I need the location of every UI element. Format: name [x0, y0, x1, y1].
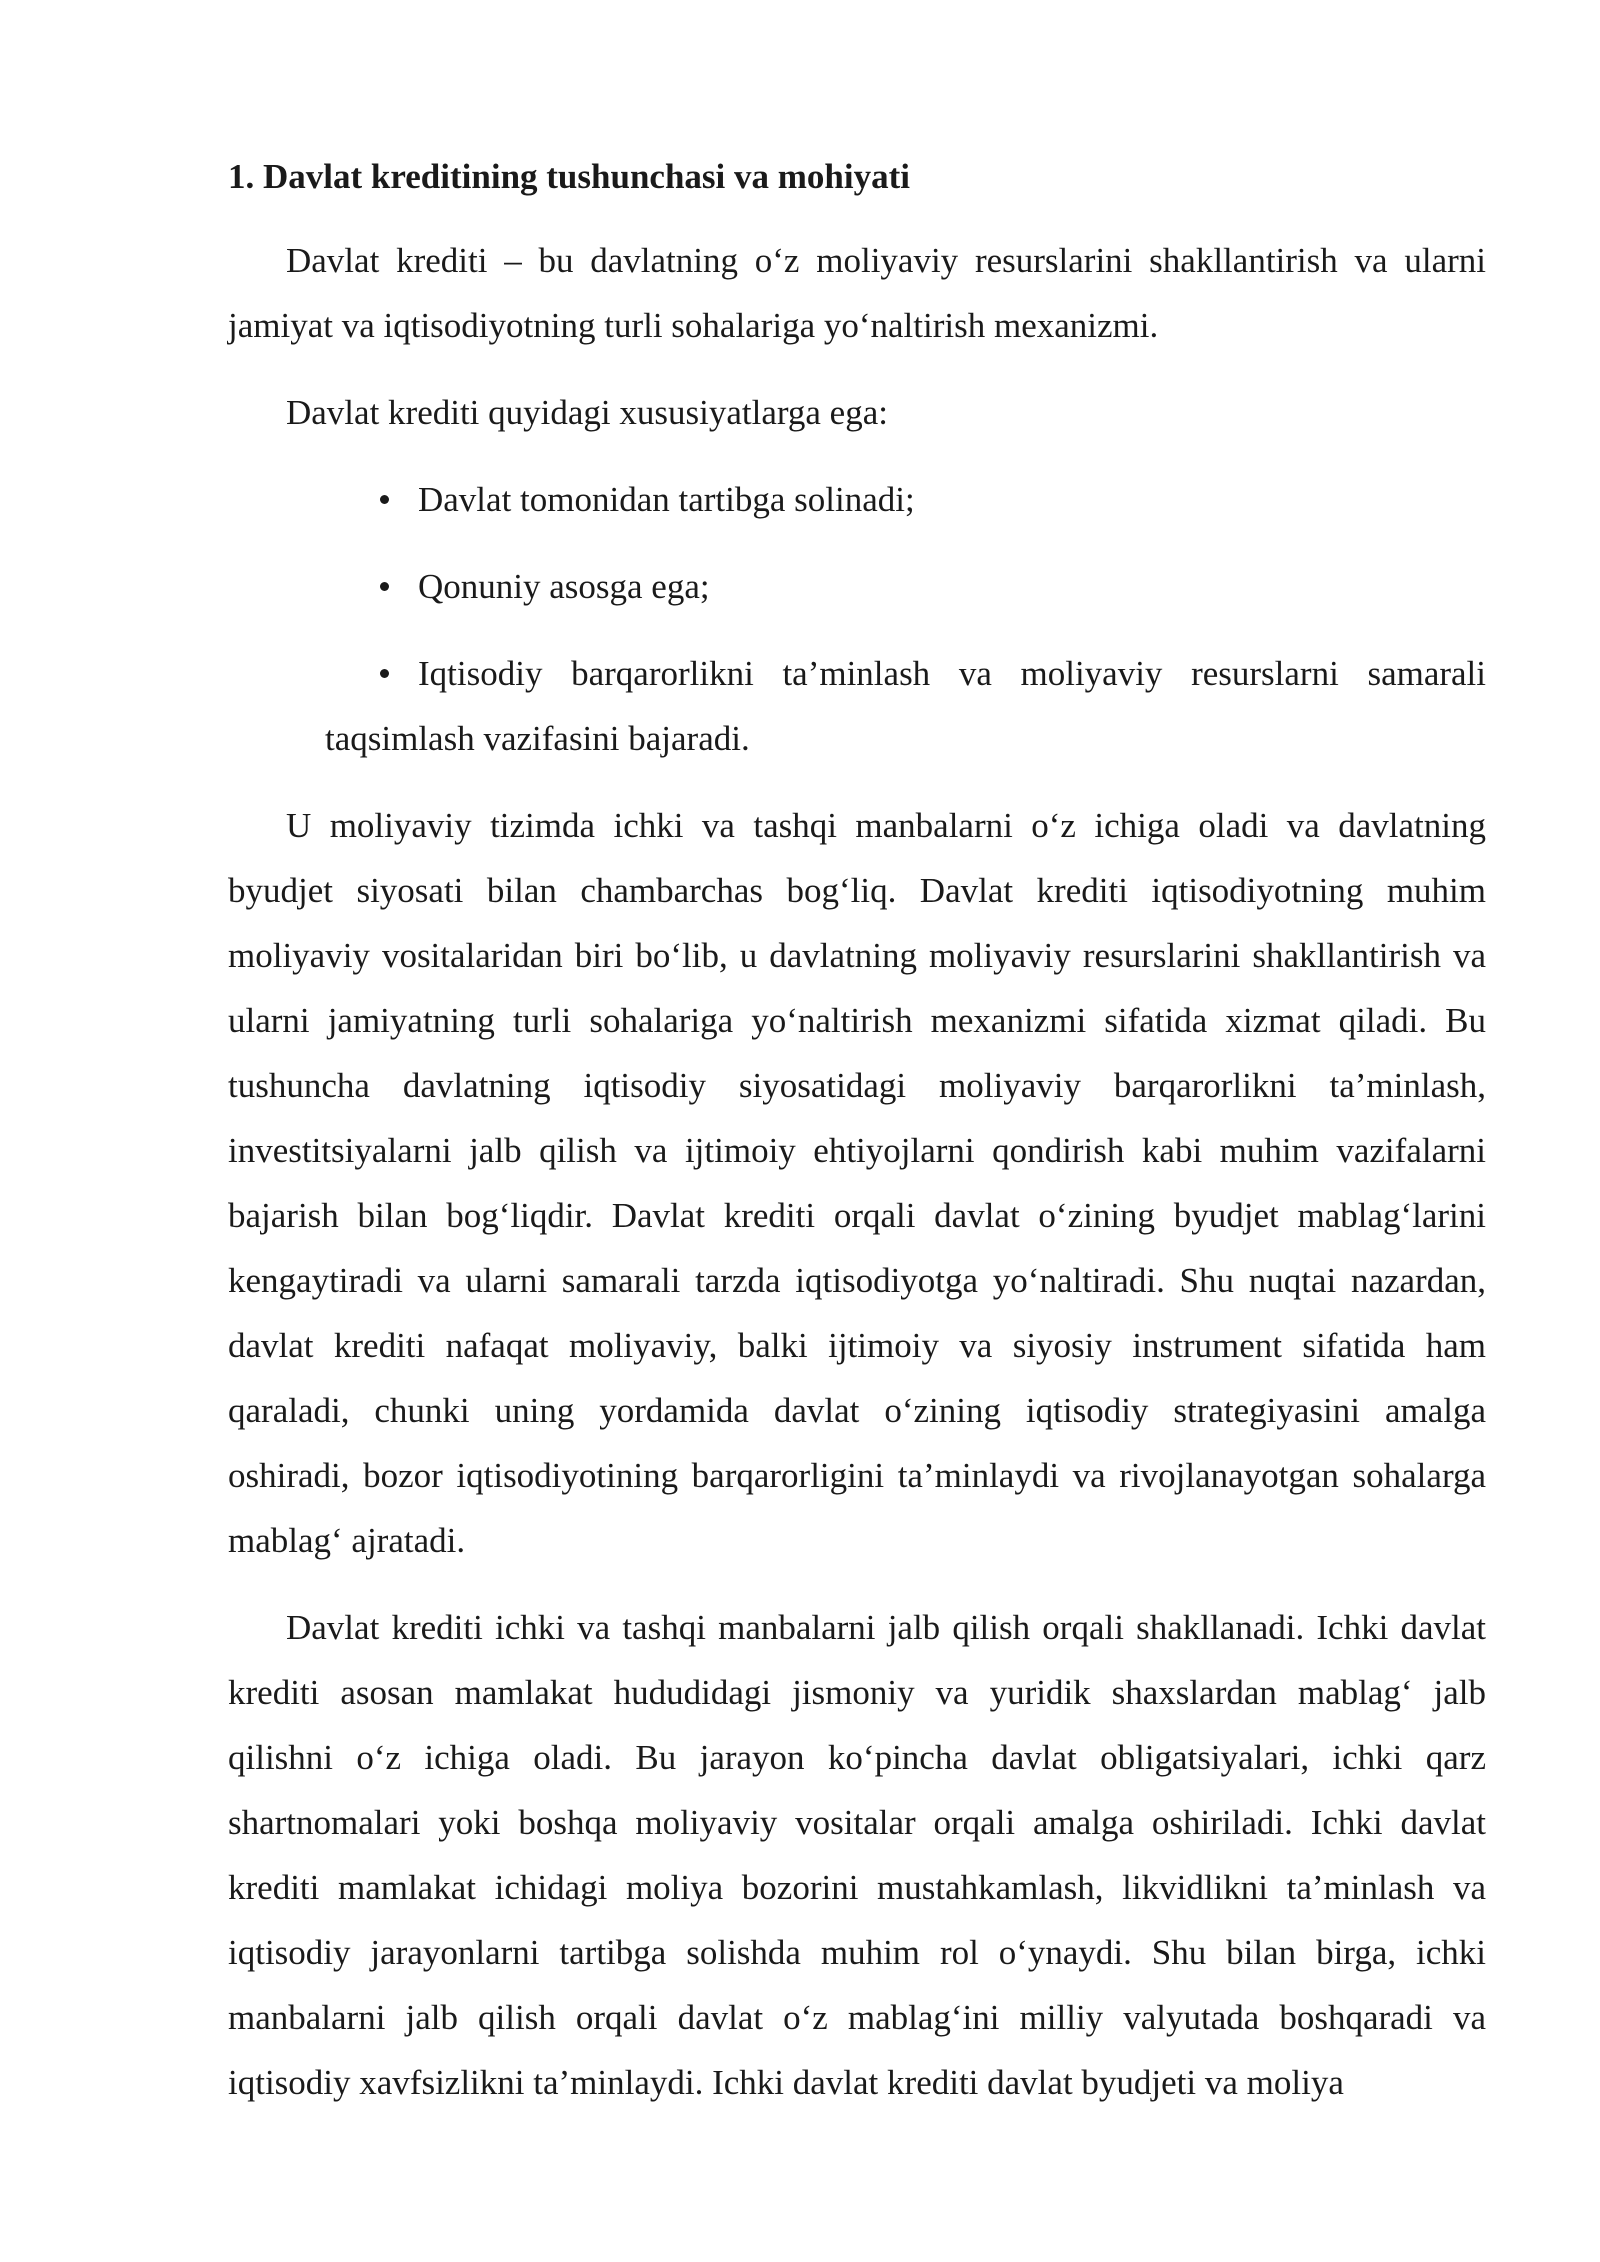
internal-credit-paragraph: Davlat krediti ichki va tashqi manbalarni jalb qilish orqali shakllanadi. Ichki davlat krediti asosan mamlakat hududidagi jismoniy va yuridik shaxslardan mablag‘ jalb qilishni o‘z ichiga oladi. Bu jarayon ko‘pincha davlat obligatsiyalari, ichki qarz shartnomalari yoki boshqa moliyaviy vositalar orqali amalga oshiriladi. Ichki davlat krediti mamlakat ichidagi moliya bozorini mustahkamlash, likvidlikni ta’minlash va iqtisodiy jarayonlarni tartibga solishda muhim rol o‘ynaydi. Shu bilan birga, ichki manbalarni jalb qilish orqali davlat o‘z mablag‘ini milliy valyutada boshqaradi va iqtisodiy xavfsizlikni ta’minlaydi. Ichki davlat krediti davlat byudjeti va moliya	[228, 1608, 1486, 2102]
document-page	[228, 148, 1486, 2137]
features-list	[228, 467, 1486, 771]
bullet-icon	[380, 495, 389, 504]
list-item	[228, 554, 1486, 619]
definition-paragraph: Davlat krediti – bu davlatning o‘z moliyaviy resurslarini shakllantirish va ularni jamiyat va iqtisodiyotning turli sohalariga yo‘naltirish mexanizmi.	[228, 241, 1486, 345]
list-item-text: Iqtisodiy barqarorlikni ta’minlash va moliyaviy resurslarni samarali taqsimlash vazifasini bajaradi.	[325, 654, 1486, 758]
main-paragraph: U moliyaviy tizimda ichki va tashqi manbalarni o‘z ichiga oladi va davlatning byudjet siyosati bilan chambarchas bog‘liq. Davlat krediti iqtisodiyotning muhim moliyaviy vositalaridan biri bo‘lib, u davlatning moliyaviy resurslarini shakllantirish va ularni jamiyatning turli sohalariga yo‘naltirish mexanizmi sifatida xizmat qiladi. Bu tushuncha davlatning iqtisodiy siyosatidagi moliyaviy barqarorlikni ta’minlash, investitsiyalarni jalb qilish va ijtimoiy ehtiyojlarni qondirish kabi muhim vazifalarni bajarish bilan bog‘liqdir. Davlat krediti orqali davlat o‘zining byudjet mablag‘larini kengaytiradi va ularni samarali tarzda iqtisodiyotga yo‘naltiradi. Shu nuqtai nazardan, davlat krediti nafaqat moliyaviy, balki ijtimoiy va siyosiy instrument sifatida ham qaraladi, chunki uning yordamida davlat o‘zining iqtisodiy strategiyasini amalga oshiradi, bozor iqtisodiyotining barqarorligini ta’minlaydi va rivojlanayotgan sohalarga mablag‘ ajratadi.	[228, 806, 1486, 1560]
list-item	[228, 467, 1486, 532]
list-item-text: Qonuniy asosga ega;	[418, 567, 710, 606]
section-heading: 1. Davlat kreditining tushunchasi va mohiyati	[228, 157, 910, 196]
bullet-icon	[380, 669, 389, 678]
bullet-icon	[380, 582, 389, 591]
list-item-text: Davlat tomonidan tartibga solinadi;	[418, 480, 915, 519]
features-intro-paragraph: Davlat krediti quyidagi xususiyatlarga ega:	[286, 393, 888, 432]
list-item	[228, 641, 1486, 771]
